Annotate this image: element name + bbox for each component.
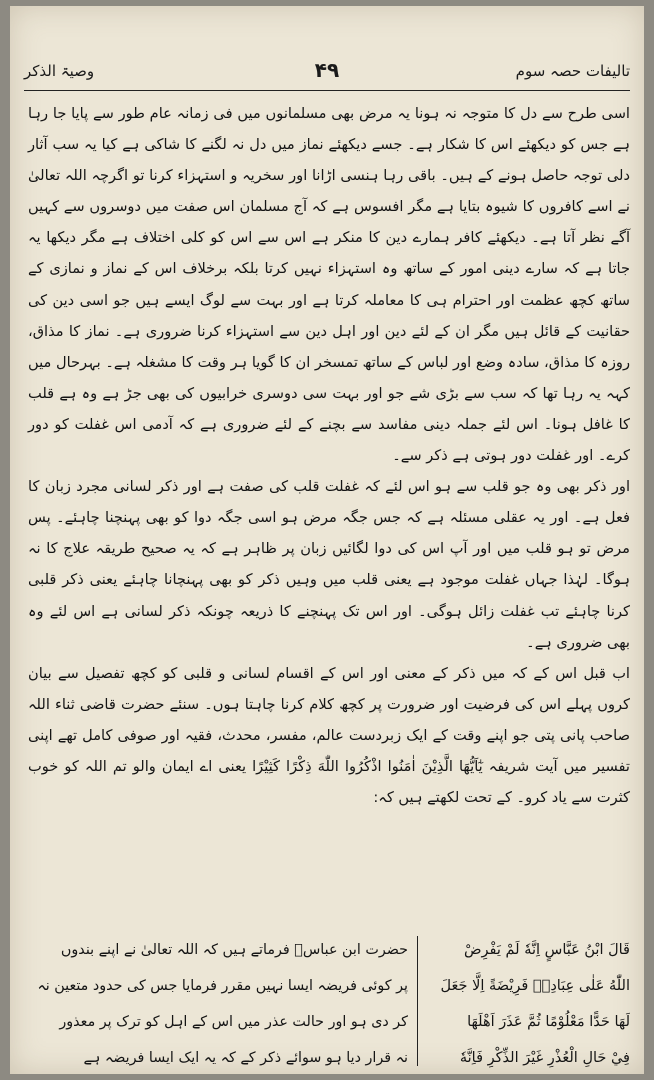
urdu-translation (28, 932, 408, 1074)
arabic-line: لَهَا حَدًّا مَعْلُوْمًا ثُمَّ عَذَرَ اَهْلَهَا (467, 1014, 630, 1030)
arabic-line: قَالَ ابْنُ عَبَّاسٍ اِنَّهٗ لَمْ يَفْرِضْ (464, 942, 630, 958)
book-title: تالیفات حصہ سوم (515, 62, 630, 80)
paragraph: اب قبل اس کے کہ میں ذکر کے معنی اور اس کے اقسام لسانی و قلبی کو کچھ تفصیل سے بیان کروں پہلے اس کی فرضیت اور ضرورت پر کچھ کلام کرنا چاہتا ہوں۔ سنئے حضرت قاضی ثناء اللہ صاحب پانی پتی جو اپنے وقت کے ایک زبردست عالم، مفسر، محدث، فقیہ اور صوفی کامل تھے اپنی تفسیر میں آیت شریفہ یٰٓاَیُّهَا الَّذِیْنَ اٰمَنُوا اذْکُرُوا اللّٰهَ ذِکْرًا کَثِیْرًا یعنی اے ایمان والو تم اللہ کو خوب کثرت سے یاد کرو۔ کے تحت لکھتے ہیں کہ: (28, 664, 630, 807)
page-header (24, 58, 630, 88)
translation-line: نہ قرار دیا ہو سوائے ذکر کے کہ یہ ایک ایسا فریضہ ہے (83, 1050, 408, 1066)
arabic-line: فِيْ حَالِ الْعُذْرِ غَيْرَ الذِّكْرِ فَاِنَّهٗ (459, 1050, 630, 1066)
column-divider (417, 936, 418, 1066)
chapter-title: وصیۃ الذکر (24, 62, 95, 80)
translation-line: پر کوئی فریضہ ایسا نہیں مقرر فرمایا جس کی حدود متعین نہ (37, 978, 408, 994)
arabic-line: اللّٰهُ عَلٰى عِبَادِهٖ فَرِيْضَةً اِلَّا جَعَلَ (440, 978, 630, 994)
book-page (10, 6, 644, 1074)
translation-line: حضرت ابن عباسؓ فرماتے ہیں کہ اللہ تعالیٰ نے اپنے بندوں (60, 942, 408, 958)
paragraph: اسی طرح سے دل کا متوجہ نہ ہونا یہ مرض بھی مسلمانوں میں فی زمانہ عام طور سے پایا جا رہا ہے جس کو دیکھئے اس کا شکار ہے۔ جسے دیکھئے نماز میں دل نہ لگنے کا شاکی ہے کیا یہ سب آثار دلی توجہ حاصل ہونے کے ہیں۔ باقی رہا ہنسی اڑانا اور سخریہ و استہزاء کرنا تو اگرچہ اللہ تعالیٰ نے اسے کافروں کا شیوہ بتایا ہے مگر افسوس ہے کہ آج مسلمان اس صفت میں دوسروں سے کہیں آگے نظر آتا ہے۔ دیکھئے کافر ہمارے دین کا منکر ہے اس سے اس کو کلی اختلاف ہے مگر دیکھا یہ جاتا ہے کہ سارے دینی امور کے ساتھ وہ استہزاء نہیں کرتا بلکہ برخلاف اس کے نماز و نمازی کے ساتھ کچھ عظمت اور احترام ہی کا معاملہ کرتا ہے اور بہت سے لوگ ایسے ہیں جو اسی دین کی حقانیت کے قائل ہیں مگر ان کے لئے دین اور اہل دین سے استہزاء کرنا ضروری ہے۔ نماز کا مذاق، روزہ کا مذاق، سادہ وضع اور لباس کے ساتھ تمسخر ان کا گویا ہر وقت کا مشغلہ ہے۔ بہرحال میں کہہ یہ رہا تھا کہ سب سے بڑی شے جو اور بہت سی دوسری خرابیوں کی بھی جڑ ہے وہ ہے قلب کا غافل ہونا۔ اس لئے جملہ دینی مفاسد سے بچنے کے لئے ضروری ہے کہ آدمی اس غفلت کو دور کرے۔ اور غفلت دور ہوتی ہے ذکر سے۔ (28, 105, 630, 465)
header-rule (24, 90, 630, 91)
arabic-quote (430, 932, 630, 1074)
translation-line: کر دی ہو اور حالت عذر میں اس کے اہل کو ترک پر معذور (59, 1014, 408, 1030)
quote-columns (28, 932, 630, 1072)
paragraph: اور ذکر بھی وہ جو قلب سے ہو اس لئے کہ غفلت قلب کی صفت ہے اور ذکر لسانی مجرد زبان کا فعل ہے۔ اور یہ عقلی مسئلہ ہے کہ جس جگہ مرض ہو اسی جگہ دوا کو بھی پہنچنا چاہئے۔ پس مرض تو ہو قلب میں اور آپ اس کی دوا لگائیں زبان پر ظاہر ہے کہ یہ صحیح طریقہ علاج کا نہ ہوگا۔ لہٰذا جہاں غفلت موجود ہے یعنی قلب میں وہیں ذکر کو بھی پہنچانا چاہئے یعنی ذکر قلبی کرنا چاہئے تب غفلت زائل ہوگی۔ اور اس تک پہنچنے کا ذریعہ چونکہ ذکر لسانی ہے اس لئے وہ بھی ضروری ہے۔ (28, 478, 630, 651)
page-number: ۴۹ (314, 58, 340, 82)
body-text (28, 98, 630, 813)
